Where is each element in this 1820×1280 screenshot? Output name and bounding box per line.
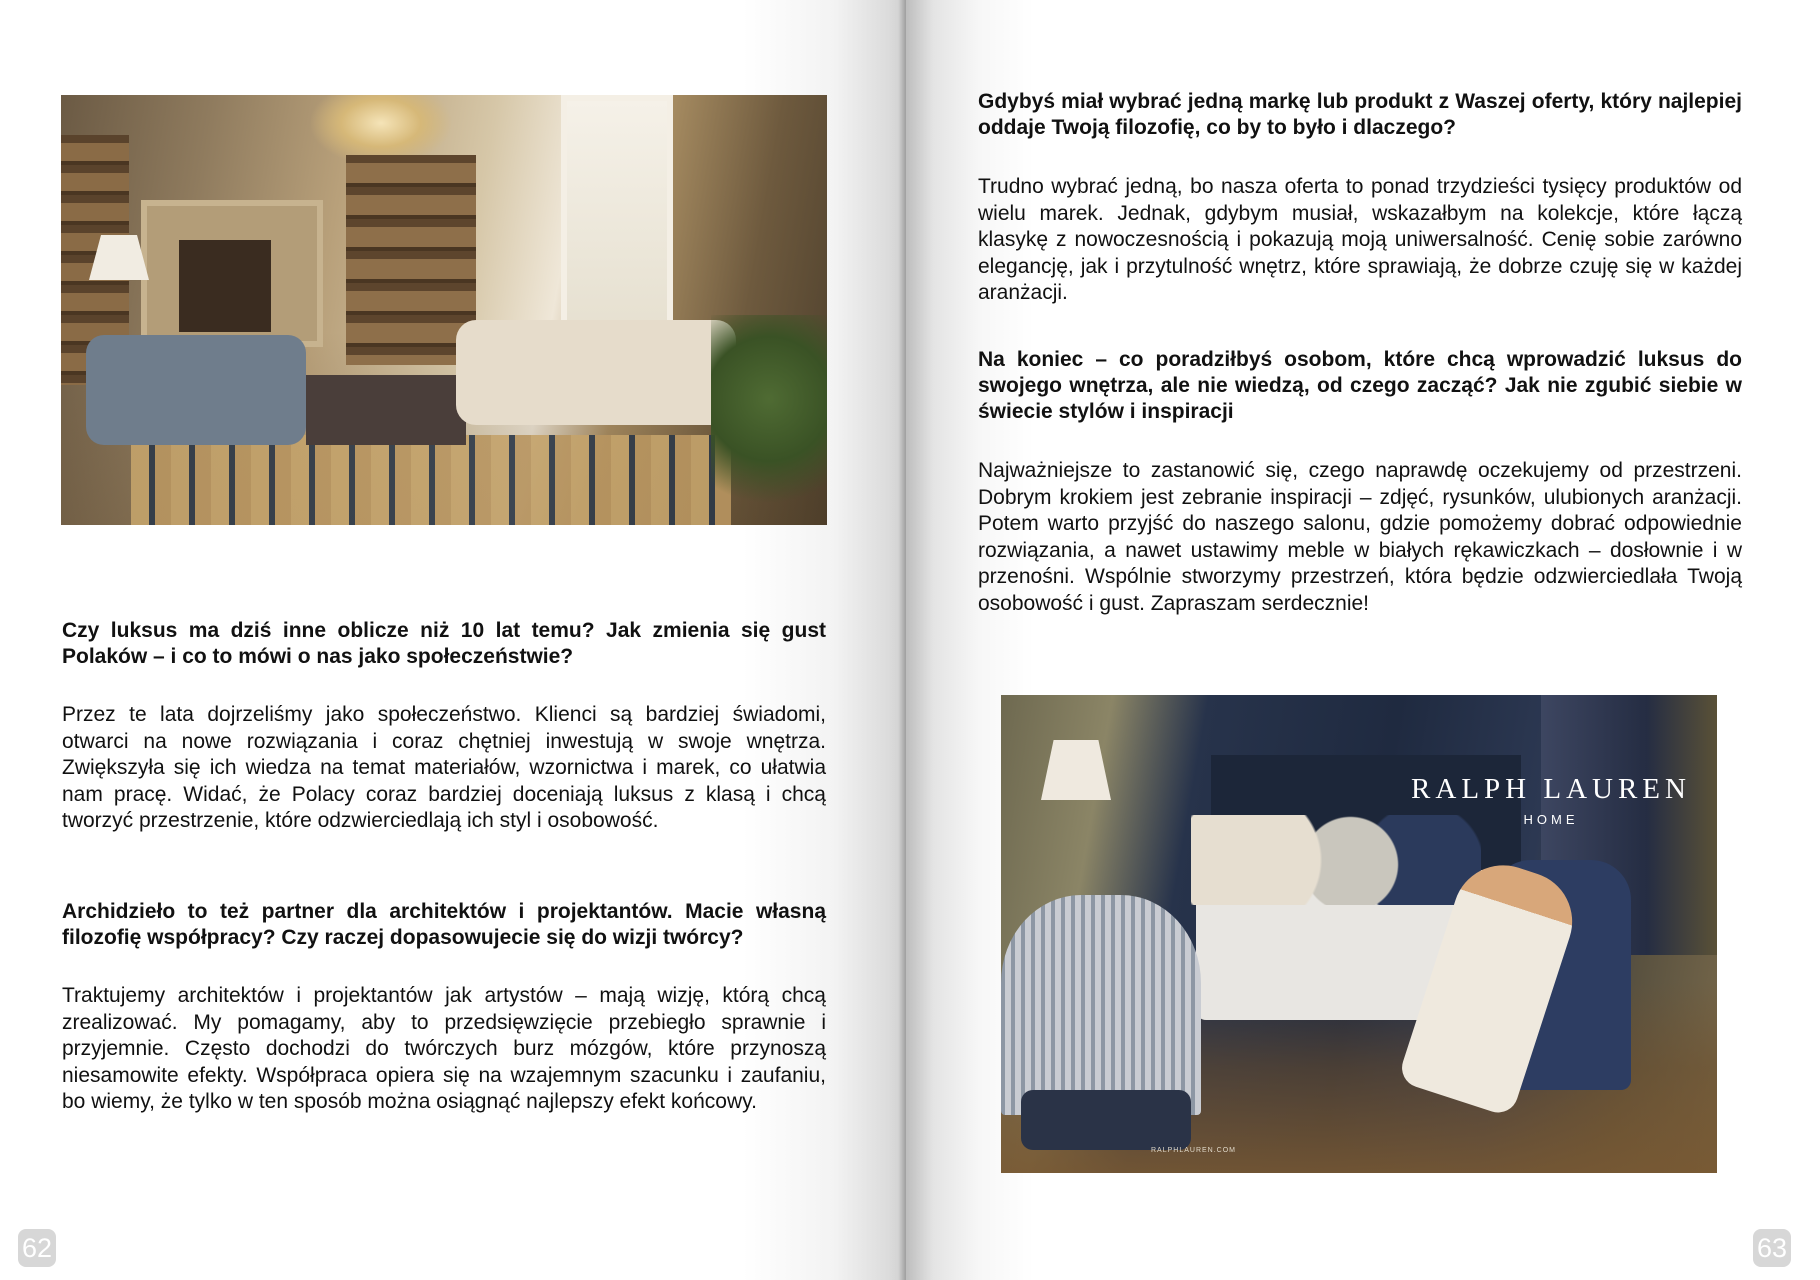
brand-sub: HOME: [1523, 812, 1579, 827]
sofa-image-part: [86, 335, 306, 445]
rug-image-part: [131, 435, 731, 525]
side-table-image-part: [1001, 895, 1201, 1115]
interview-answer: Przez te lata dojrzeliśmy jako społeczeństwo. Klienci są bardziej świadomi, otwarci na nowe rozwiązania i coraz chętniej inwestują w swoje wnętrza. Zwiększyła się ich wiedza na temat materiałów, wzornictwa i marek, co ułatwia nam pracę. Widać, że Polacy coraz bardziej doceniają luksus z klasą i chcą tworzyć przestrzenie, które odzwierciedlają ich styl i osobowość.: [62, 703, 826, 832]
interview-question: Gdybyś miał wybrać jedną markę lub produkt z Waszej oferty, który najlepiej oddaje Twoją filozofię, co by to było i dlaczego?: [978, 90, 1742, 139]
firebox-image-part: [179, 240, 271, 332]
interview-answer: Trudno wybrać jedną, bo nasza oferta to ponad trzydzieści tysięcy produktów od wielu marek. Jednak, gdybym musiał, wskazałbym na kolekcje, które łączą klasykę z nowoczesnością i pokazują moją uniwersalność. Cenię sobie zarówno elegancję, jak i przytulność wnętrz, które sprawiają, że dobrze czuję się w każdej aranżacji.: [978, 175, 1742, 304]
interview-question: Archidzieło to też partner dla architektów i projektantów. Macie własną filozofię współpracy? Czy raczej dopasowujecie się do wizji twórcy?: [62, 900, 826, 949]
interview-question: Czy luksus ma dziś inne oblicze niż 10 lat temu? Jak zmienia się gust Polaków – i co to mówi o nas jako społeczeństwie?: [62, 619, 826, 668]
interview-answer: Najważniejsze to zastanowić się, czego naprawdę oczekujemy od przestrzeni. Dobrym krokiem jest zebranie inspiracji – zdjęć, rysunków, ulubionych aranżacji. Potem warto przyjść do naszego salonu, gdzie pomożemy dobrać odpowiednie rozwiązania, a nawet ustawimy meble w białych rękawiczkach – dosłownie i w przenośni. Wspólnie stworzymy przestrzeń, która będzie odzwierciedlała Twoją osobowość i gust. Zapraszam serdecznie!: [978, 459, 1742, 615]
ad-url: RALPHLAUREN.COM: [1151, 1147, 1237, 1154]
floor-cushion-image-part: [1021, 1090, 1191, 1150]
ottoman-image-part: [306, 375, 466, 445]
window-image-part: [561, 95, 673, 337]
brand-name: RALPH LAUREN: [1411, 773, 1691, 805]
plant-image-part: [711, 315, 827, 525]
brand-logo: [1401, 775, 1701, 827]
page-number: 63: [1753, 1229, 1791, 1267]
left-page: [0, 0, 906, 1280]
interview-answer: Traktujemy architektów i projektantów jak artystów – mają wizję, którą chcą zrealizować. My pomagamy, aby to przedsięwzięcie przebiegło sprawnie i przyjemnie. Często dochodzi do twórczych burz mózgów, które przynoszą niesamowite efekty. Współpraca opiera się na wzajemnym szacunku i zaufaniu, bo wiemy, że tylko w ten sposób można osiągnąć najlepszy efekt końcowy.: [62, 984, 826, 1113]
pillows-image-part: [1191, 815, 1481, 905]
living-room-photo: [61, 95, 827, 525]
sofa-image-part: [456, 320, 736, 425]
interview-question: Na koniec – co poradziłbyś osobom, które chcą wprowadzić luksus do swojego wnętrza, ale nie wiedzą, od czego zacząć? Jak nie zgubić siebie w świecie stylów i inspiracji: [978, 348, 1742, 423]
ralph-lauren-ad-photo: [1001, 695, 1717, 1173]
page-number: 62: [18, 1229, 56, 1267]
lamp-image-part: [1041, 740, 1111, 800]
